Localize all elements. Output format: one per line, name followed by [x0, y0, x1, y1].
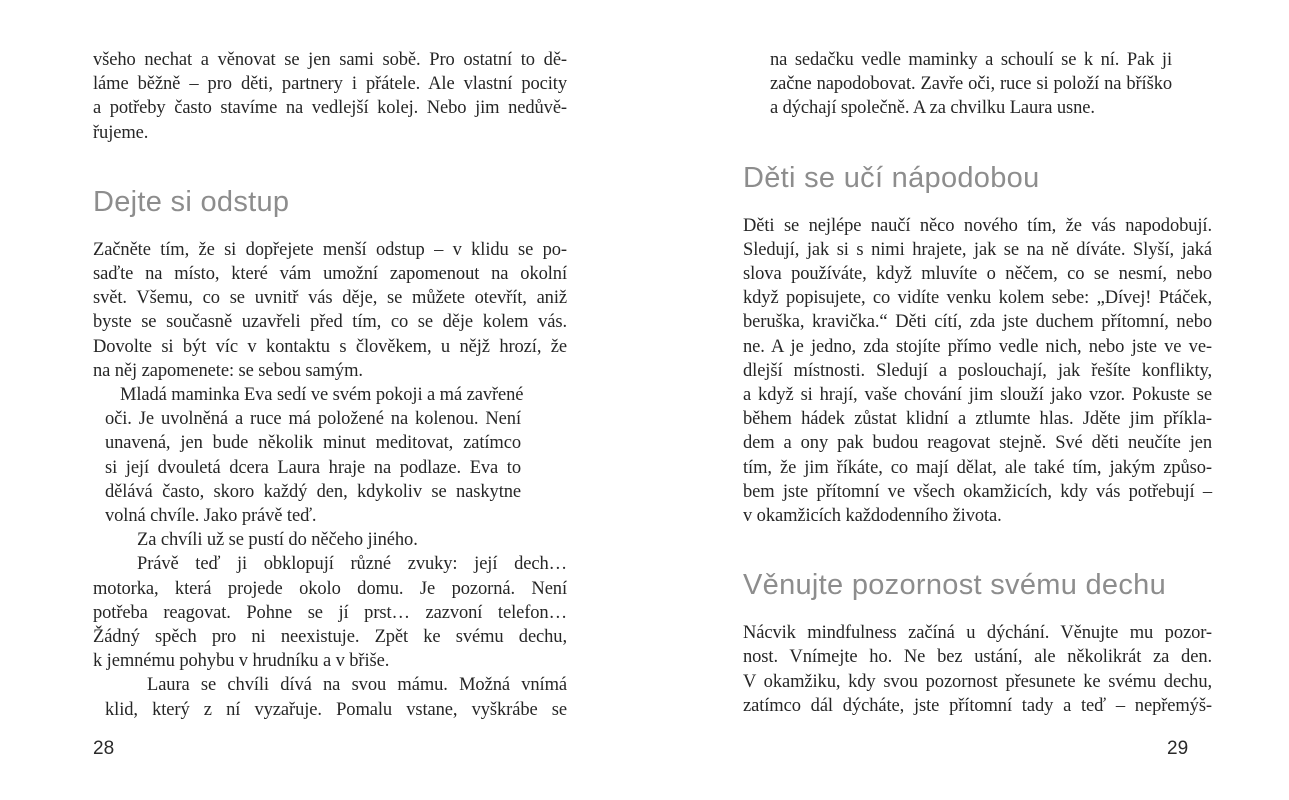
text-line: Žádný spěch pro ni neexistuje. Zpět ke svému dechu,	[93, 627, 567, 648]
text-line: všeho nechat a věnovat se jen sami sobě. Pro ostatní to dě-	[93, 50, 567, 70]
text-line: beruška, kravička.“ Děti cítí, zda jste duchem přítomní, nebo	[743, 312, 1212, 333]
paragraph	[105, 673, 567, 721]
text-line: láme běžně – pro děti, partnery i přátele. Ale vlastní pocity	[93, 74, 567, 95]
text-line: volná chvíle. Jako právě teď.	[105, 506, 317, 527]
text-line: Laura se chvíli dívá na svou mámu. Možná vnímá	[147, 675, 567, 696]
text-line: saďte na místo, které vám umožní zapomenout na okolní	[93, 264, 567, 285]
paragraph	[93, 48, 567, 145]
section-heading: Dejte si odstup	[93, 185, 290, 218]
page-number-right: 29	[1167, 738, 1189, 759]
text-line: začne napodobovat. Zavře oči, ruce si položí na bříško	[770, 74, 1172, 95]
text-line: byste se současně uzavřeli před tím, co se děje kolem vás.	[93, 312, 567, 333]
page-number-left: 28	[93, 738, 115, 759]
text-line: k jemnému pohybu v hrudníku a v břiše.	[93, 651, 390, 672]
text-line: dem a ony pak budou reagovat stejně. Své děti neučíte jen	[743, 433, 1212, 454]
text-line: Sledují, jak si s nimi hrajete, jak se na ně díváte. Slyší, jaká	[743, 239, 1212, 260]
text-line: na sedačku vedle maminky a schoulí se k ní. Pak ji	[770, 50, 1172, 70]
text-line: motorka, která projede okolo domu. Je pozorná. Není	[93, 578, 567, 599]
book-page-left	[93, 48, 567, 722]
text-line: unavená, jen bude několik minut meditovat, zatímco	[105, 433, 521, 454]
text-line: slova používáte, když mluvíte o něčem, co se nesmí, nebo	[743, 264, 1212, 285]
text-line: bem jste přítomní ve všech okamžicích, kdy vás potřebují –	[743, 481, 1212, 502]
text-line: oči. Je uvolněná a ruce má položené na kolenou. Není	[105, 409, 521, 430]
paragraph	[93, 238, 567, 383]
paragraph	[93, 552, 567, 673]
paragraph	[105, 383, 524, 528]
text-line: Mladá maminka Eva sedí ve svém pokoji a má zavřené	[120, 385, 524, 406]
text-line: a když si hrají, vaše chování jim slouží jako vzor. Pokuste se	[743, 385, 1212, 406]
text-line: během hádek zůstat klidní a ztlumte hlas. Jděte jim příkla-	[743, 409, 1212, 430]
text-line: svět. Všemu, co se uvnitř vás děje, se můžete otevřít, aniž	[93, 288, 567, 309]
paragraph	[93, 528, 567, 552]
text-line: potřeba reagovat. Pohne se jí prst… zazvoní telefon…	[93, 602, 567, 623]
text-line: Za chvíli už se pustí do něčeho jiného.	[137, 530, 418, 551]
text-line: ne. A je jedno, zda stojíte přímo vedle nich, nebo jste ve ve-	[743, 336, 1212, 357]
text-line: klid, který z ní vyzařuje. Pomalu vstane, vyškrábe se	[105, 699, 567, 720]
text-line: Nácvik mindfulness začíná u dýchání. Věnujte mu pozor-	[743, 623, 1212, 644]
paragraph	[743, 214, 1212, 529]
section-heading: Děti se učí nápodobou	[743, 161, 1040, 194]
section-heading: Věnujte pozornost svému dechu	[743, 569, 1167, 602]
text-line: a potřeby často stavíme na vedlejší kolej. Nebo jim nedůvě-	[93, 98, 567, 119]
text-line: na něj zapomenete: se sebou samým.	[93, 360, 363, 381]
text-line: a dýchají společně. A za chvilku Laura usne.	[770, 98, 1095, 119]
text-line: když popisujete, co vidíte venku kolem sebe: „Dívej! Ptáček,	[743, 288, 1212, 309]
text-line: zatímco dál dýcháte, jste přítomní tady a teď – nepřemýš-	[743, 695, 1212, 716]
text-line: Dovolte si být víc v kontaktu s člověkem, u nějž hrozí, že	[93, 336, 567, 357]
text-line: tím, že jim říkáte, co mají dělat, ale také tím, jakým způso-	[743, 457, 1212, 478]
text-line: Děti se nejlépe naučí něco nového tím, že vás napodobují.	[743, 215, 1212, 236]
text-line: dlejší místnosti. Sledují a poslouchají, jak řešíte konflikty,	[743, 360, 1212, 381]
book-page-right	[743, 48, 1212, 718]
paragraph	[743, 621, 1212, 718]
text-line: v okamžicích každodenního života.	[743, 506, 1002, 527]
text-line: Právě teď ji obklopují různé zvuky: její dech…	[137, 554, 567, 575]
paragraph	[770, 48, 1172, 121]
text-line: řujeme.	[93, 122, 149, 143]
text-line: nost. Vnímejte ho. Ne bez ustání, ale několikrát za den.	[743, 647, 1212, 668]
text-line: V okamžiku, kdy svou pozornost přesunete ke svému dechu,	[743, 671, 1212, 692]
text-line: Začněte tím, že si dopřejete menší odstup – v klidu se po-	[93, 239, 567, 260]
text-line: si její dvouletá dcera Laura hraje na podlaze. Eva to	[105, 457, 521, 478]
text-line: dělává často, skoro každý den, kdykoliv se naskytne	[105, 481, 521, 502]
